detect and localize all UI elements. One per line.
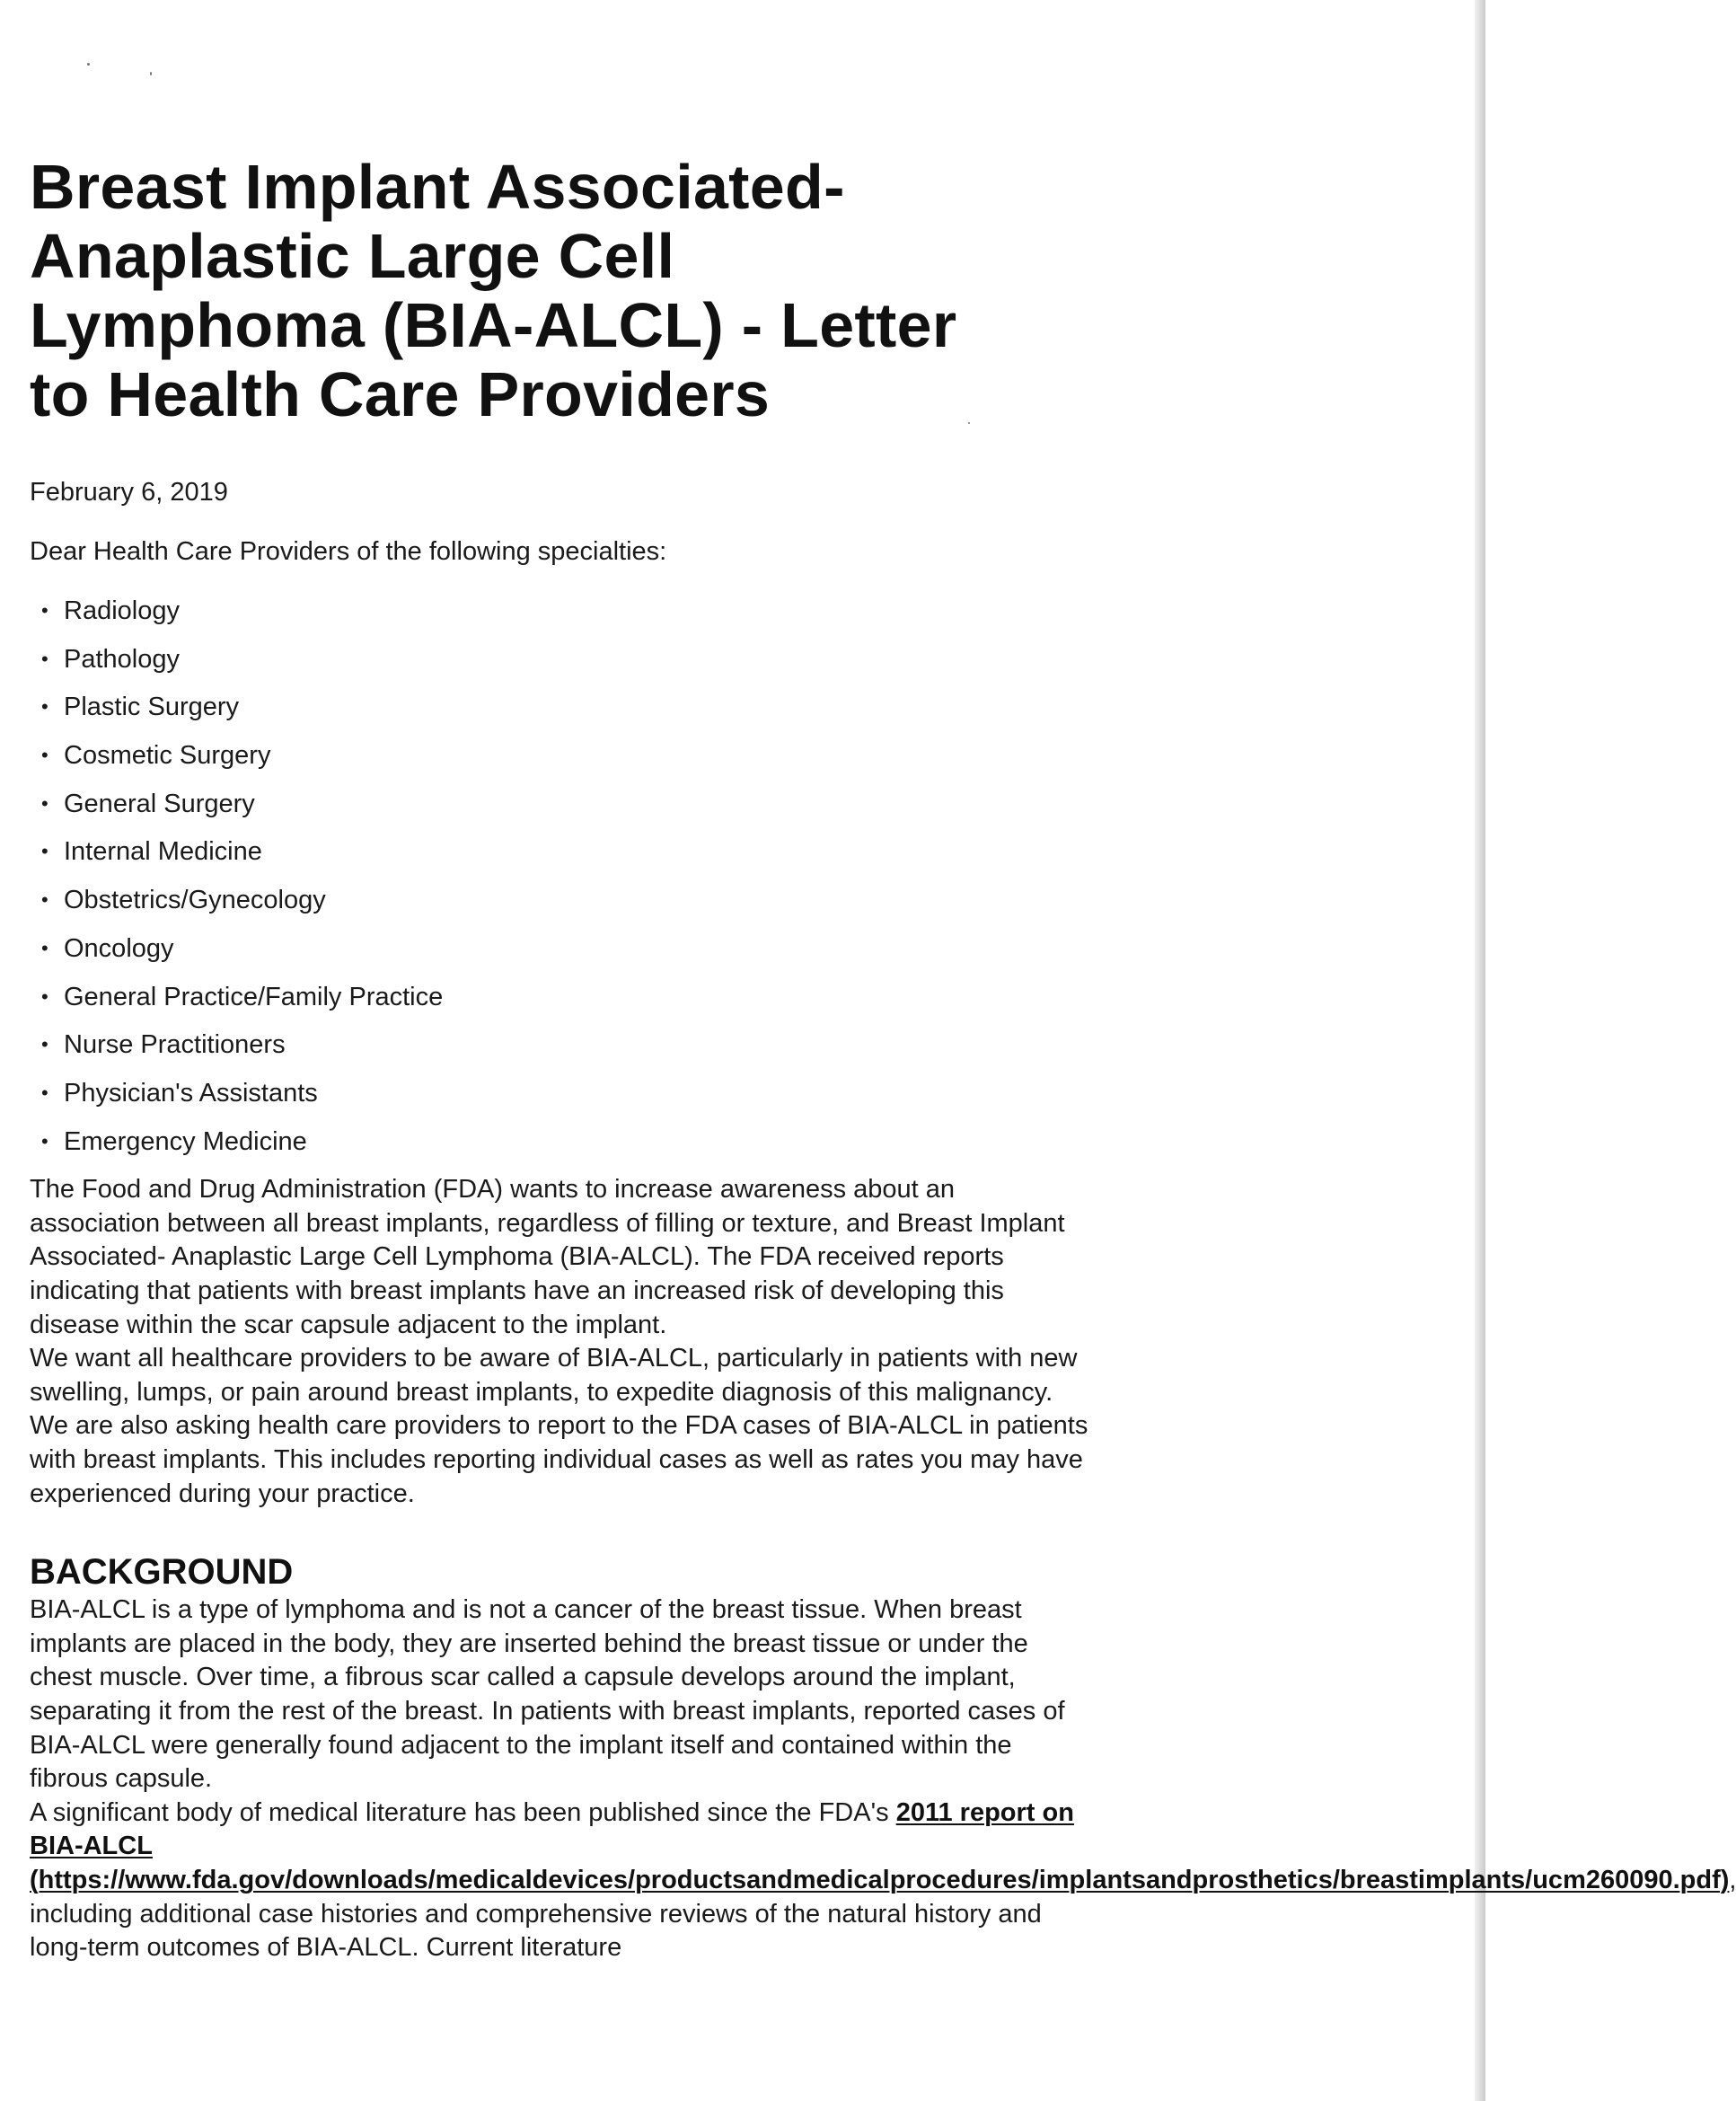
title-line: to Health Care Providers bbox=[30, 359, 771, 429]
letter-date: February 6, 2019 bbox=[30, 478, 228, 507]
specialty-label: Emergency Medicine bbox=[64, 1126, 307, 1156]
list-item bbox=[30, 884, 1089, 916]
bullet-icon: • bbox=[41, 1081, 48, 1104]
list-item bbox=[30, 1077, 1089, 1109]
bullet-icon: • bbox=[41, 599, 48, 622]
bullet-icon: • bbox=[41, 647, 48, 670]
list-item bbox=[30, 835, 1089, 868]
scan-speck bbox=[87, 63, 90, 66]
title-line: Anaplastic Large Cell bbox=[30, 221, 675, 291]
scan-edge-shadow bbox=[1475, 0, 1485, 2101]
literature-text-after: , including additional case histories and comprehensive reviews of the natural history and long-term outcomes of BIA-ALCL. Current literature bbox=[30, 1865, 1736, 1963]
letter-content bbox=[30, 152, 1736, 1965]
specialty-label: Obstetrics/Gynecology bbox=[64, 886, 326, 915]
bullet-icon: • bbox=[41, 984, 48, 1008]
page-title bbox=[30, 153, 1089, 429]
specialties-list bbox=[30, 595, 1089, 1158]
specialty-label: Plastic Surgery bbox=[64, 693, 240, 722]
specialty-label: Radiology bbox=[64, 596, 180, 625]
list-item bbox=[30, 932, 1089, 965]
specialty-label: Pathology bbox=[64, 644, 180, 674]
bullet-icon: • bbox=[41, 695, 48, 719]
specialty-label: Cosmetic Surgery bbox=[64, 741, 271, 771]
list-item bbox=[30, 595, 1089, 627]
specialty-label: Internal Medicine bbox=[64, 837, 262, 867]
specialty-label: Oncology bbox=[64, 933, 174, 963]
list-item bbox=[30, 691, 1089, 723]
bullet-icon: • bbox=[41, 888, 48, 912]
list-item bbox=[30, 981, 1089, 1013]
bullet-icon: • bbox=[41, 1033, 48, 1056]
bullet-icon: • bbox=[41, 1129, 48, 1152]
list-item bbox=[30, 1126, 1089, 1158]
bullet-icon: • bbox=[41, 744, 48, 767]
salutation: Dear Health Care Providers of the following specialties: bbox=[30, 537, 667, 566]
specialty-label: Nurse Practitioners bbox=[64, 1030, 286, 1060]
literature-paragraph bbox=[30, 1796, 1736, 1965]
title-line: Lymphoma (BIA-ALCL) - Letter bbox=[30, 290, 957, 360]
literature-text-before: A significant body of medical literature has been published since the FDA's bbox=[30, 1797, 896, 1827]
intro-paragraph: The Food and Drug Administration (FDA) wants to increase awareness about an association between all breast implants, regardless of filling or texture, and Breast Implant Associated- Anaplastic Large Cell Lymphoma (BIA-ALCL). The FDA received reports indicating that patients with breast implants have an increased risk of developing this disease within the scar capsule adjacent to the implant. bbox=[30, 1175, 1065, 1339]
list-item bbox=[30, 643, 1089, 675]
list-item bbox=[30, 739, 1089, 772]
list-item bbox=[30, 1028, 1089, 1061]
fda-2011-report-link[interactable]: 2011 report on BIA-ALCL (https://www.fda.gov/downloads/medicaldevices/productsandmedicalprocedures/implantsandprosthetics/breastimplants/ucm260090.pdf) bbox=[30, 1797, 1730, 1894]
title-line: Breast Implant Associated- bbox=[30, 152, 845, 222]
specialty-label: Physician's Assistants bbox=[64, 1078, 318, 1108]
bullet-icon: • bbox=[41, 936, 48, 959]
background-heading: BACKGROUND bbox=[30, 1552, 294, 1593]
bullet-icon: • bbox=[41, 840, 48, 863]
bullet-icon: • bbox=[41, 791, 48, 815]
specialty-label: General Practice/Family Practice bbox=[64, 982, 444, 1011]
scan-speck bbox=[150, 72, 152, 75]
background-paragraph: BIA-ALCL is a type of lymphoma and is not a cancer of the breast tissue. When breast implants are placed in the body, they are inserted behind the breast tissue or under the chest muscle. Over time, a fibrous scar called a capsule develops around the implant, separating it from the rest of the breast. In patients with breast implants, reported cases of BIA-ALCL were generally found adjacent to the implant itself and contained within the fibrous capsule. bbox=[30, 1595, 1065, 1794]
list-item bbox=[30, 788, 1089, 820]
request-paragraph: We want all healthcare providers to be aware of BIA-ALCL, particularly in patients with new swelling, lumps, or pain around breast implants, to expedite diagnosis of this malignancy. We are also asking health care providers to report to the FDA cases of BIA-ALCL in patients with breast implants. This includes reporting individual cases as well as rates you may have experienced during your practice. bbox=[30, 1344, 1088, 1508]
specialty-label: General Surgery bbox=[64, 789, 255, 818]
